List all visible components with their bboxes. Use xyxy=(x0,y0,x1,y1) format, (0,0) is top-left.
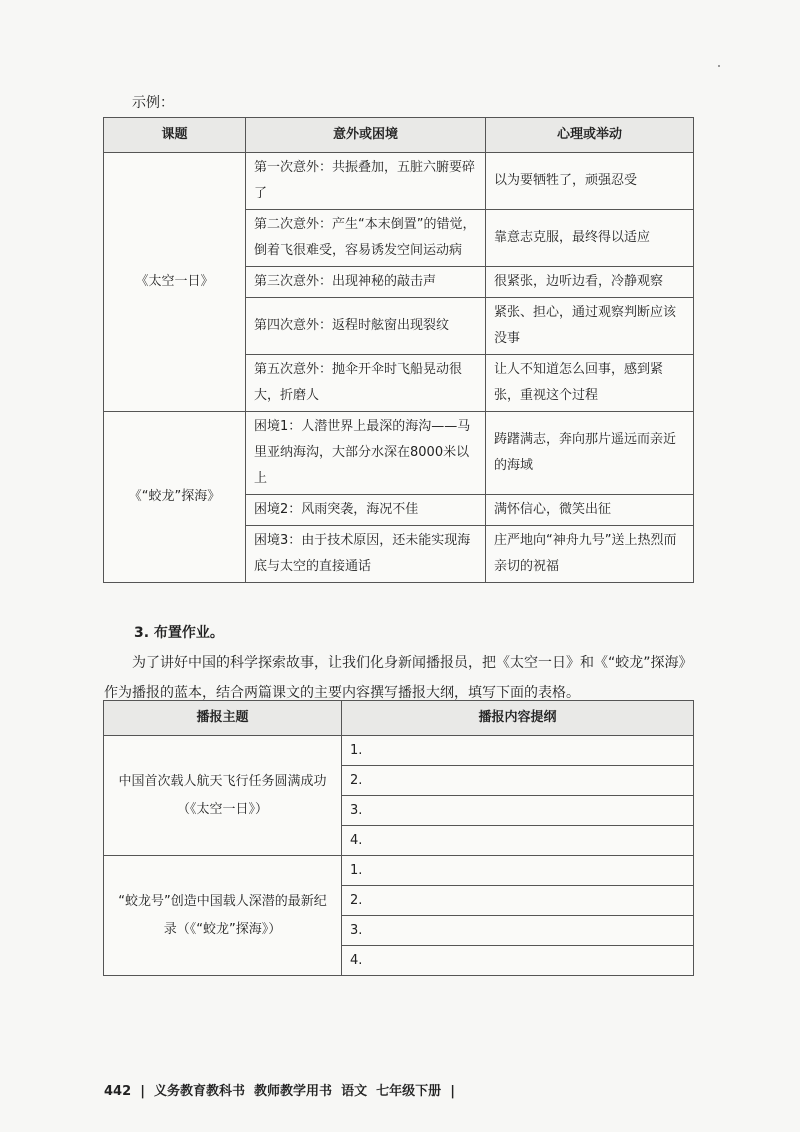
outline-item: 1. xyxy=(342,856,694,886)
outline-item: 3. xyxy=(342,796,694,826)
situation-cell: 困境1：人潜世界上最深的海沟——马里亚纳海沟，大部分水深在8000米以上 xyxy=(246,412,486,495)
broadcast-topic-cell: 中国首次载人航天飞行任务圆满成功（《太空一日》） xyxy=(104,736,342,856)
situation-cell: 第一次意外：共振叠加，五脏六腑要碎了 xyxy=(246,153,486,210)
outline-item: 2. xyxy=(342,766,694,796)
assignment-paragraph xyxy=(104,648,694,708)
table-header-row xyxy=(104,701,694,736)
reaction-cell: 紧张、担心，通过观察判断应该没事 xyxy=(486,298,694,355)
outline-item: 3. xyxy=(342,916,694,946)
outline-item: 1. xyxy=(342,736,694,766)
situation-cell: 第五次意外：抛伞开伞时飞船晃动很大，折磨人 xyxy=(246,355,486,412)
example-label: 示例： xyxy=(132,95,174,111)
reaction-cell: 庄严地向“神舟九号”送上热烈而亲切的祝福 xyxy=(486,526,694,583)
reaction-cell: 满怀信心，微笑出征 xyxy=(486,495,694,526)
reaction-cell: 踌躇满志，奔向那片遥远而亲近的海域 xyxy=(486,412,694,495)
header-situation: 意外或困境 xyxy=(246,118,486,153)
table-row xyxy=(104,153,694,210)
outline-item: 2. xyxy=(342,886,694,916)
example-table xyxy=(103,117,694,583)
header-broadcast-outline: 播报内容提纲 xyxy=(342,701,694,736)
topic-cell: 《“蛟龙”探海》 xyxy=(104,412,246,583)
broadcast-table xyxy=(103,700,694,976)
situation-cell: 第二次意外：产生“本末倒置”的错觉，倒着飞很难受，容易诱发空间运动病 xyxy=(246,210,486,267)
section-title: 3. 布置作业。 xyxy=(134,625,224,641)
page-mark xyxy=(718,65,720,67)
header-reaction: 心理或举动 xyxy=(486,118,694,153)
header-broadcast-topic: 播报主题 xyxy=(104,701,342,736)
reaction-cell: 以为要牺牲了，顽强忍受 xyxy=(486,153,694,210)
table-row xyxy=(104,736,694,766)
table-row xyxy=(104,856,694,886)
broadcast-topic-cell: “蛟龙号”创造中国载人深潜的最新纪录（《“蛟龙”探海》） xyxy=(104,856,342,976)
situation-cell: 第四次意外：返程时舷窗出现裂纹 xyxy=(246,298,486,355)
paragraph-text: 为了讲好中国的科学探索故事，让我们化身新闻播报员，把《太空一日》和《“蛟龙”探海》作为播报的蓝本，结合两篇课文的主要内容撰写播报大纲，填写下面的表格。 xyxy=(104,655,693,701)
table-row xyxy=(104,412,694,495)
header-topic: 课题 xyxy=(104,118,246,153)
topic-cell: 《太空一日》 xyxy=(104,153,246,412)
situation-cell: 第三次意外：出现神秘的敲击声 xyxy=(246,267,486,298)
outline-item: 4. xyxy=(342,826,694,856)
reaction-cell: 很紧张，边听边看，冷静观察 xyxy=(486,267,694,298)
situation-cell: 困境2：风雨突袭，海况不佳 xyxy=(246,495,486,526)
outline-item: 4. xyxy=(342,946,694,976)
situation-cell: 困境3：由于技术原因，还未能实现海底与太空的直接通话 xyxy=(246,526,486,583)
reaction-cell: 靠意志克服，最终得以适应 xyxy=(486,210,694,267)
reaction-cell: 让人不知道怎么回事，感到紧张，重视这个过程 xyxy=(486,355,694,412)
table-header-row xyxy=(104,118,694,153)
page-footer: 442 | 义务教育教科书 教师教学用书 语文 七年级下册 | xyxy=(104,1084,455,1099)
